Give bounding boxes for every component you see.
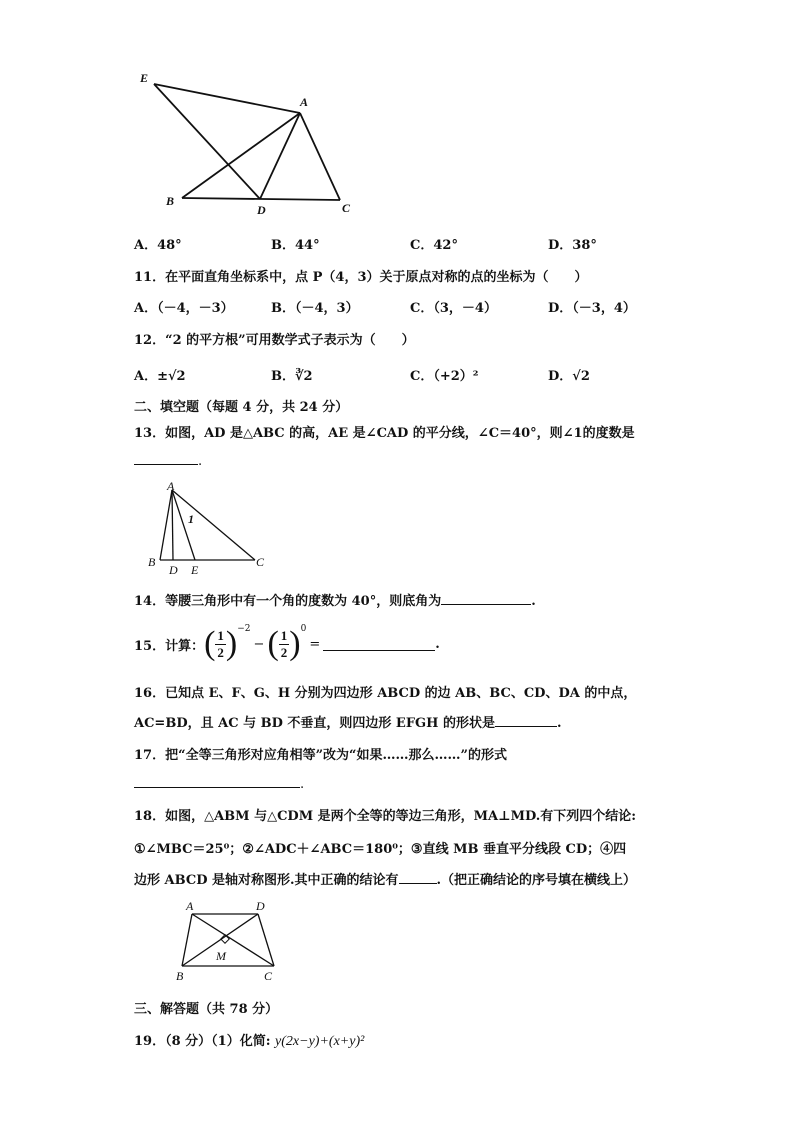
q11-option-d: D．（－3，4） <box>548 301 636 316</box>
q12-option-d: D．√2 <box>548 369 590 384</box>
label-B: B <box>176 969 184 983</box>
q10-option-b: B．44° <box>271 238 320 253</box>
q12-option-c: C．（+2）² <box>410 369 479 384</box>
q10-option-c: C．42° <box>410 238 458 253</box>
q18-text: 边形 ABCD 是轴对称图形.其中正确的结论有 <box>134 873 399 888</box>
label-M: M <box>216 949 226 963</box>
q11-option-c: C．（3，－4） <box>410 301 497 316</box>
label-D: D <box>256 899 265 913</box>
q15-blank <box>323 638 435 651</box>
q17-answer-line <box>134 775 304 792</box>
q18-tail: .（把正确结论的序号填在横线上） <box>436 873 637 888</box>
q18-line-3 <box>134 869 636 888</box>
q15-fraction-1: $\frac{1}{2}$ <box>217 627 224 660</box>
q14-tail: . <box>531 594 536 609</box>
q13-blank <box>134 452 198 465</box>
q11-stem: 11．在平面直角坐标系中，点 P（4，3）关于原点对称的点的坐标为（ ） <box>134 270 588 285</box>
q12-option-b: B．∛2 <box>271 369 313 384</box>
q19-line <box>134 1030 364 1050</box>
label-E: E <box>191 563 199 576</box>
q17-blank <box>134 775 300 788</box>
label-C: C <box>256 555 265 569</box>
figure-q18 <box>170 898 290 986</box>
q19-stem: 19．（8 分）（1）化简: <box>134 1034 271 1049</box>
label-A: A <box>300 95 309 109</box>
q10-option-d: D．38° <box>548 238 597 253</box>
q16-blank <box>495 714 557 727</box>
q16-line-1: 16．已知点 E、F、G、H 分别为四边形 ABCD 的边 AB、BC、CD、DA 的中点， <box>134 686 637 701</box>
label-E: E <box>140 71 149 85</box>
label-C: C <box>264 969 273 983</box>
q15-tail: . <box>435 636 440 652</box>
q13-stem: 13．如图，AD 是△ABC 的高，AE 是∠CAD 的平分线，∠C＝40°，则∠1的度数是 <box>134 426 635 441</box>
q17-stem: 17．把“全等三角形对应角相等”改为“如果……那么……”的形式 <box>134 748 508 763</box>
q18-blank <box>399 871 437 884</box>
q16-line-2 <box>134 712 562 731</box>
q12-option-a: A．±√2 <box>134 369 186 384</box>
section-3-heading: 三、解答题（共 78 分） <box>134 1002 279 1017</box>
label-1: 1 <box>188 512 194 526</box>
q18-line-2: ①∠MBC＝25⁰；②∠ADC＋∠ABC＝180⁰；③直线 MB 垂直平分线段 CD；④四 <box>134 842 627 857</box>
q11-option-a: A．（－4，－3） <box>134 301 234 316</box>
q15-line: 15．计算： ( $\frac{1}{2}$ ) $^{-2}$ − ( $\frac{1}{2}$ ) $^0$ = . <box>134 624 440 662</box>
q13-tail: . <box>198 454 203 469</box>
label-C: C <box>342 201 351 215</box>
q14-line <box>134 590 536 609</box>
label-A: A <box>186 899 194 913</box>
q15-fraction-2: $\frac{1}{2}$ <box>280 627 288 660</box>
q14-blank <box>441 592 531 605</box>
q15-stem: 15．计算： <box>134 638 205 654</box>
label-A: A <box>167 479 175 493</box>
q17-tail: . <box>300 777 305 792</box>
q10-option-a: A．48° <box>134 238 182 253</box>
q16-tail: . <box>556 716 562 731</box>
q13-answer-line <box>134 452 202 469</box>
q12-stem: 12．“2 的平方根”可用数学式子表示为（ ） <box>134 333 415 348</box>
label-B: B <box>148 555 156 569</box>
label-D: D <box>257 203 266 216</box>
label-D: D <box>169 563 178 576</box>
q19-expression: y(2x−y)+(x+y)² <box>275 1034 365 1049</box>
q14-stem: 14．等腰三角形中有一个角的度数为 40°，则底角为 <box>134 594 442 609</box>
q11-option-b: B．（－4，3） <box>271 301 359 316</box>
q16-text: AC=BD，且 AC 与 BD 不垂直，则四边形 EFGH 的形状是 <box>134 716 495 731</box>
label-B: B <box>166 194 175 208</box>
figure-q10 <box>130 66 360 216</box>
section-2-heading: 二、填空题（每题 4 分，共 24 分） <box>134 400 349 415</box>
figure-q13 <box>140 478 280 576</box>
q18-line-1: 18．如图，△ABM 与△CDM 是两个全等的等边三角形，MA⊥MD.有下列四个结论: <box>134 809 637 824</box>
